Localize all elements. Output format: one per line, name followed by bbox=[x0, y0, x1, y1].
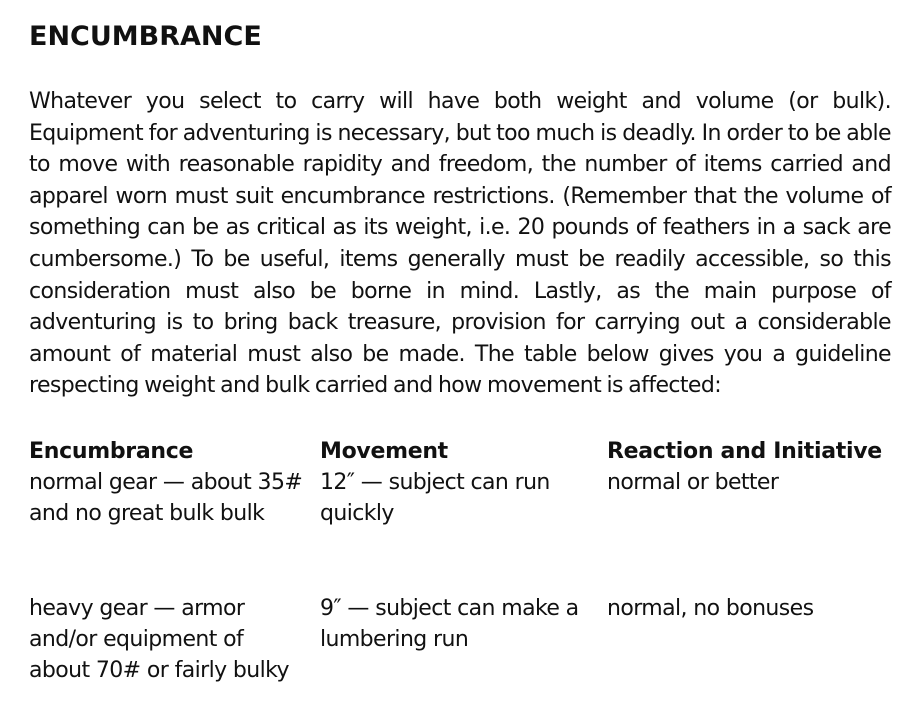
header-encumbrance: Encumbrance bbox=[29, 439, 194, 464]
row-reaction: normal or better bbox=[607, 470, 779, 495]
section-paragraph: Whatever you select to carry will have both weight and volume (or bulk). Equipment for adventuring is necessary, but too much is deadly. In order to be able to move with reasonable rapidity and freedom, the number of items carried and apparel worn must suit encumbrance restrictions. (Remember that the volume of something can be as critical as its weight, i.e. 20 pounds of feathers in a sack are cumbersome.) To be useful, items generally must be readily accessible, so this consideration must also be borne in mind. Lastly, as the main purpose of adventuring is to bring back treasure, provision for carrying out a considerable amount of material must also be made. The table below gives you a guideline respecting weight and bulk carried and how movement is affected: bbox=[29, 89, 891, 399]
row-movement: 12″ — subject can run quickly bbox=[320, 470, 550, 526]
row-encumbrance: normal gear — about 35# and no great bulk bulk bbox=[29, 470, 303, 526]
section-title: ENCUMBRANCE bbox=[29, 21, 262, 52]
row-movement: 9″ — subject can make a lumbering run bbox=[320, 596, 579, 652]
row-encumbrance: heavy gear — armor and/or equipment of about 70# or fairly bulky bbox=[29, 596, 289, 683]
encumbrance-table bbox=[29, 436, 891, 689]
table-row bbox=[29, 593, 891, 689]
header-reaction: Reaction and Initiative bbox=[607, 439, 882, 464]
header-movement: Movement bbox=[320, 439, 448, 464]
table-header-row bbox=[29, 436, 891, 467]
document-page bbox=[29, 18, 891, 683]
row-reaction: normal, no bonuses bbox=[607, 596, 814, 621]
table-row bbox=[29, 467, 891, 593]
